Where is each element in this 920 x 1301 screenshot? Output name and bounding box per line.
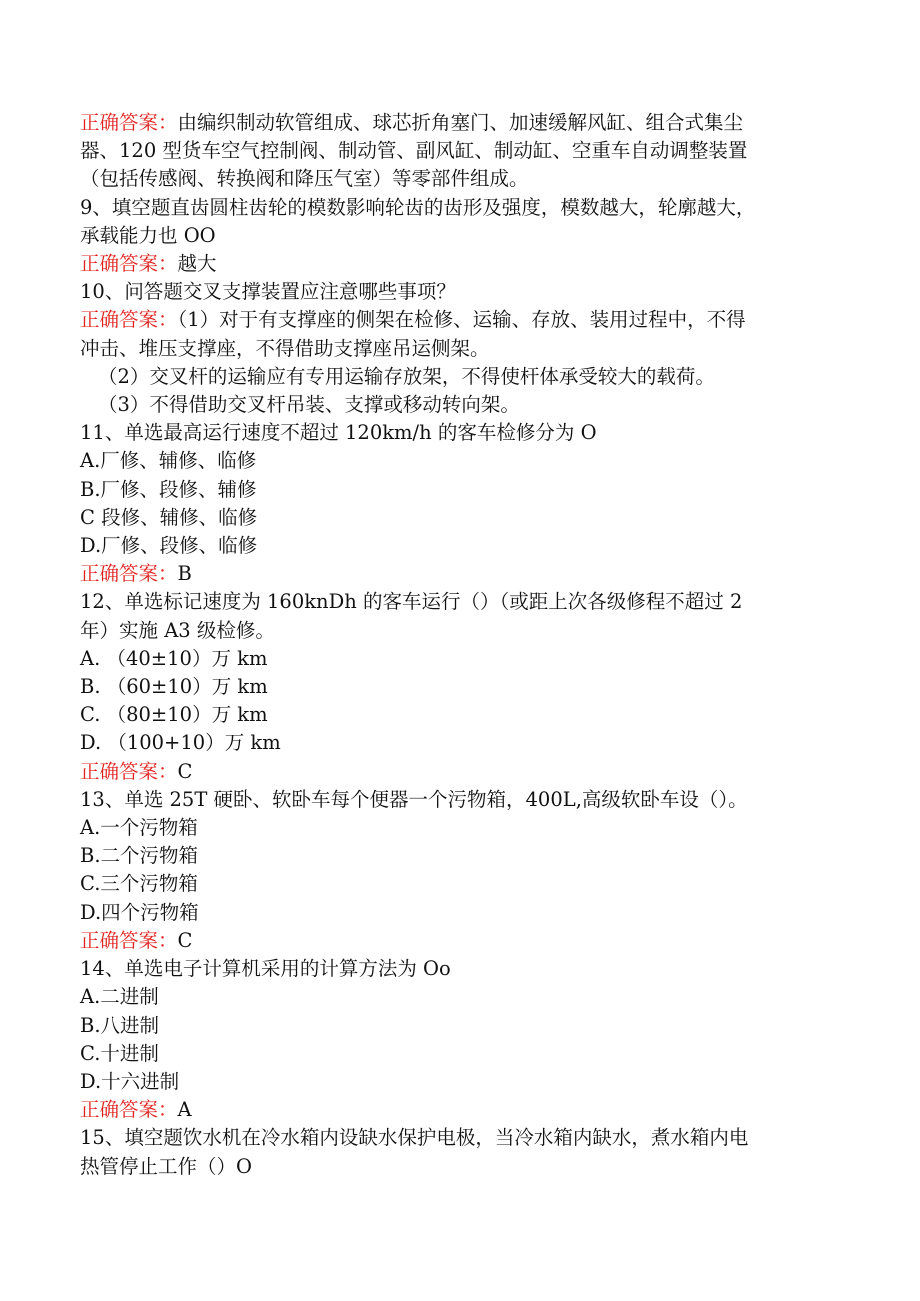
option-item: C.十进制: [80, 1041, 159, 1065]
answer-line: [80, 1096, 840, 1124]
option-item: D.十六进制: [80, 1069, 180, 1093]
answer-line: [80, 306, 840, 334]
question-12-text: 年）实施 A3 级检修。: [80, 618, 275, 642]
answer-line: （包括传感阀、转换阀和降压气室）等零部件组成。: [80, 167, 529, 191]
question-13-text: 13、单选 25T 硬卧、软卧车每个便器一个污物箱，400L,高级软卧车设（）。: [80, 787, 748, 811]
answer-line: 冲击、堆压支撑座，不得借助支撑座吊运侧架。: [80, 336, 490, 360]
option-item: D.四个污物箱: [80, 900, 199, 924]
option-item: B. （60±10）万 km: [80, 675, 268, 699]
option-item: C.三个污物箱: [80, 872, 198, 896]
answer-line: [80, 109, 840, 137]
answer-text: C: [177, 759, 193, 783]
answer-line: [80, 927, 840, 955]
answer-line: 器、120 型货车空气控制阀、制动管、副风缸、制动缸、空重车自动调整装置: [80, 139, 748, 163]
answer-label: 正确答案：: [80, 308, 178, 332]
answer-label: 正确答案：: [80, 759, 178, 783]
answer-text: B: [177, 562, 192, 586]
answer-label: 正确答案：: [80, 1098, 178, 1122]
answer-line: （2）交叉杆的运输应有专用运输存放架，不得使杆体承受较大的载荷。: [98, 364, 715, 388]
question-9-text: 承载能力也 OO: [80, 223, 216, 247]
answer-label: 正确答案：: [80, 562, 178, 586]
answer-line: （3）不得借助交叉杆吊装、支撑或移动转向架。: [98, 393, 520, 417]
option-item: B.二个污物箱: [80, 844, 199, 868]
question-14-text: 14、单选电子计算机采用的计算方法为 Oo: [80, 957, 451, 981]
question-15-text: 15、填空题饮水机在冷水箱内设缺水保护电极，当冷水箱内缺水，煮水箱内电: [80, 1126, 749, 1150]
answer-line: [80, 250, 840, 278]
answer-text: C: [177, 928, 193, 952]
option-item: B.八进制: [80, 1013, 160, 1037]
answer-text: （1）对于有支撑座的侧架在检修、运输、存放、装用过程中，不得: [177, 308, 746, 332]
question-9-text: 9、填空题直齿圆柱齿轮的模数影响轮齿的齿形及强度，模数越大，轮廓越大，: [80, 195, 756, 219]
option-item: C 段修、辅修、临修: [80, 505, 258, 529]
answer-label: 正确答案：: [80, 928, 178, 952]
option-item: D.厂修、段修、临修: [80, 534, 258, 558]
answer-text: 由编织制动软管组成、球芯折角塞门、加速缓解风缸、组合式集尘: [177, 111, 744, 134]
answer-line: [80, 758, 840, 786]
option-item: A.一个污物箱: [80, 816, 198, 840]
answer-label: 正确答案：: [80, 252, 178, 276]
option-item: A.二进制: [80, 985, 159, 1009]
option-item: B.厂修、段修、辅修: [80, 477, 257, 501]
answer-text: A: [177, 1098, 192, 1122]
answer-text: 越大: [177, 252, 217, 276]
option-item: C. （80±10）万 km: [80, 703, 268, 727]
option-item: A.厂修、辅修、临修: [80, 449, 257, 473]
question-10-text: 10、问答题交叉支撑装置应注意哪些事项？: [80, 280, 456, 304]
question-12-text: 12、单选标记速度为 160knDh 的客车运行（）（或距上次各级修程不超过 2: [80, 590, 743, 614]
option-item: D. （100+10）万 km: [80, 731, 281, 755]
option-item: A. （40±10）万 km: [80, 646, 268, 670]
question-11-text: 11、单选最高运行速度不超过 120km/h 的客车检修分为 O: [80, 421, 597, 445]
question-15-text: 热管停止工作（）O: [80, 1154, 252, 1178]
answer-label: 正确答案：: [80, 111, 178, 134]
document-page: [80, 109, 840, 1181]
answer-line: [80, 560, 840, 588]
